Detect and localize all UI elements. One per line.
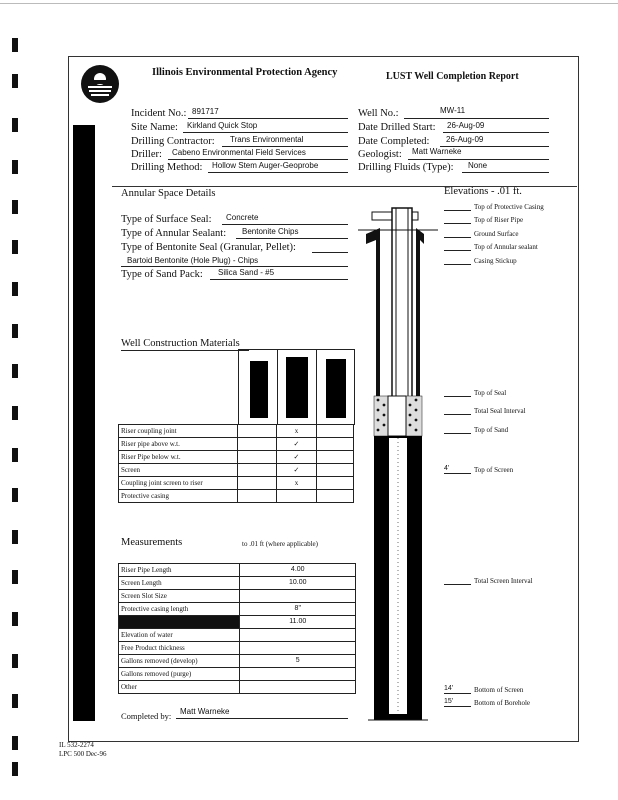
measurement-value [240, 629, 356, 642]
measurement-label: Protective casing length [119, 603, 240, 616]
construction-col-1 [238, 438, 277, 451]
measurements-note: to .01 ft (where applicable) [242, 540, 318, 548]
construction-col-3 [316, 490, 353, 503]
drilling-fluids-value: None [468, 161, 488, 170]
construction-row-mark: x [277, 477, 317, 490]
construction-row [119, 438, 354, 451]
construction-row-mark: x [277, 425, 317, 438]
agency-logo [80, 64, 120, 109]
bentonite-seal-value: Bartoid Bentonite (Hole Plug) - Chips [127, 256, 259, 265]
construction-row-label: Screen [119, 464, 238, 477]
measurement-row [119, 629, 356, 642]
elev-top-of-sand: Top of Sand [444, 425, 508, 434]
drilling-contractor-value: Trans Environmental [230, 135, 304, 144]
construction-row [119, 451, 354, 464]
construction-row-mark [277, 490, 317, 503]
well-no-label: Well No.: [358, 108, 399, 119]
elev-top-item: Ground Surface [444, 229, 519, 238]
measurement-label: Riser Pipe Length [119, 564, 240, 577]
top-edge-line [0, 3, 618, 4]
measurement-label: Gallons removed (develop) [119, 655, 240, 668]
site-name-label: Site Name: [131, 122, 178, 133]
surface-seal-label: Type of Surface Seal: [121, 214, 212, 225]
measurement-label: Gallons removed (purge) [119, 668, 240, 681]
construction-row-label: Riser coupling joint [119, 425, 238, 438]
date-completed-value: 26-Aug-09 [446, 135, 484, 144]
redaction-bar-left [73, 125, 95, 721]
measurement-value: 4.00 [240, 564, 356, 577]
construction-row [119, 425, 354, 438]
annular-sealant-label: Type of Annular Sealant: [121, 228, 227, 239]
measurement-row [119, 668, 356, 681]
construction-row-mark: ✓ [277, 464, 317, 477]
elev-total-screen: Total Screen Interval [444, 576, 533, 585]
measurement-row [119, 681, 356, 694]
date-start-value: 26-Aug-09 [447, 121, 485, 130]
sand-pack-value: Silica Sand - #5 [218, 268, 275, 277]
well-no-value: MW-11 [440, 106, 466, 115]
construction-col-3 [316, 464, 353, 477]
measurement-label [119, 616, 240, 629]
casing-flange-left [366, 228, 380, 410]
measurement-label: Screen Length [119, 577, 240, 590]
construction-col-3 [316, 425, 353, 438]
elev-top-item: Top of Annular sealant [444, 242, 538, 251]
measurement-value [240, 681, 356, 694]
measurement-value: 5 [240, 655, 356, 668]
construction-row [119, 477, 354, 490]
elev-top-item: Top of Riser Pipe [444, 215, 523, 224]
measurement-value [240, 668, 356, 681]
annular-heading: Annular Space Details [121, 188, 216, 199]
surface-seal-value: Concrete [226, 213, 259, 222]
measurement-label: Screen Slot Size [119, 590, 240, 603]
elev-top-of-screen: 4' Top of Screen [444, 465, 514, 474]
material-icon-1 [250, 361, 268, 418]
elev-top-item: Casing Stickup [444, 256, 517, 265]
construction-row-mark: ✓ [277, 451, 317, 464]
construction-row-label: Coupling joint screen to riser [119, 477, 238, 490]
completed-by-value: Matt Warneke [180, 707, 230, 716]
date-start-label: Date Drilled Start: [358, 122, 436, 133]
construction-row-label: Riser Pipe below w.t. [119, 451, 238, 464]
construction-col-1 [238, 477, 277, 490]
construction-col-1 [238, 425, 277, 438]
construction-heading: Well Construction Materials [121, 338, 240, 349]
incident-label: Incident No.: [131, 108, 187, 119]
elev-bottom-screen: 14' Bottom of Screen [444, 685, 524, 694]
form-id: IL 532-2274 [59, 741, 94, 749]
construction-col-1 [238, 451, 277, 464]
driller-label: Driller: [131, 149, 162, 160]
material-icon-3 [326, 359, 346, 418]
driller-value: Cabeno Environmental Field Services [172, 148, 306, 157]
measurement-row [119, 590, 356, 603]
elev-top-of-seal: Top of Seal [444, 388, 506, 397]
casing-flange-right [416, 228, 424, 410]
measurement-label: Elevation of water [119, 629, 240, 642]
sand-pack-label: Type of Sand Pack: [121, 269, 203, 280]
incident-value: 891717 [192, 107, 219, 116]
measurements-table [118, 563, 356, 694]
measurement-label: Free Product thickness [119, 642, 240, 655]
geologist-value: Matt Warneke [412, 147, 462, 156]
construction-col-3 [316, 451, 353, 464]
measurement-value: 11.00 [240, 616, 356, 629]
construction-col-1 [238, 464, 277, 477]
elevations-heading: Elevations - .01 ft. [444, 186, 522, 197]
material-icons [238, 349, 354, 424]
drilling-method-label: Drilling Method: [131, 162, 203, 173]
measurement-row [119, 564, 356, 577]
agency-name: Illinois Environmental Protection Agency [152, 67, 338, 78]
bentonite-seal-label: Type of Bentonite Seal (Granular, Pellet): [121, 242, 296, 253]
completed-by-label: Completed by: [121, 711, 172, 721]
measurement-value: 8" [240, 603, 356, 616]
elev-bottom-borehole: 15' Bottom of Borehole [444, 698, 530, 707]
annular-sealant-value: Bentonite Chips [242, 227, 299, 236]
construction-col-3 [316, 477, 353, 490]
construction-col-1 [238, 490, 277, 503]
report-title: LUST Well Completion Report [386, 71, 519, 82]
well-diagram [358, 200, 438, 730]
construction-row-label: Protective casing [119, 490, 238, 503]
measurement-row [119, 577, 356, 590]
construction-row-label: Riser pipe above w.t. [119, 438, 238, 451]
measurement-value: 10.00 [240, 577, 356, 590]
measurement-value [240, 642, 356, 655]
date-completed-label: Date Completed: [358, 136, 430, 147]
measurement-row [119, 655, 356, 668]
riser-pipe-outer [392, 208, 412, 408]
measurement-label: Other [119, 681, 240, 694]
drilling-contractor-label: Drilling Contractor: [131, 136, 215, 147]
measurement-value [240, 590, 356, 603]
construction-row-mark: ✓ [277, 438, 317, 451]
material-icon-2 [286, 357, 308, 418]
measurement-row [119, 603, 356, 616]
construction-col-3 [316, 438, 353, 451]
construction-row [119, 464, 354, 477]
elev-top-item: Top of Protective Casing [444, 202, 544, 211]
measurements-heading: Measurements [121, 537, 183, 548]
measurement-row [119, 642, 356, 655]
site-name-value: Kirkland Quick Stop [187, 121, 258, 130]
construction-row [119, 490, 354, 503]
screen-interior [389, 438, 407, 714]
construction-table [118, 424, 354, 503]
drilling-fluids-label: Drilling Fluids (Type): [358, 162, 454, 173]
geologist-label: Geologist: [358, 149, 402, 160]
measurement-row [119, 616, 356, 629]
elev-total-seal: Total Seal Interval [444, 406, 526, 415]
drilling-method-value: Hollow Stem Auger-Geoprobe [212, 161, 319, 170]
form-rev: LPC 500 Dec-96 [59, 750, 107, 758]
